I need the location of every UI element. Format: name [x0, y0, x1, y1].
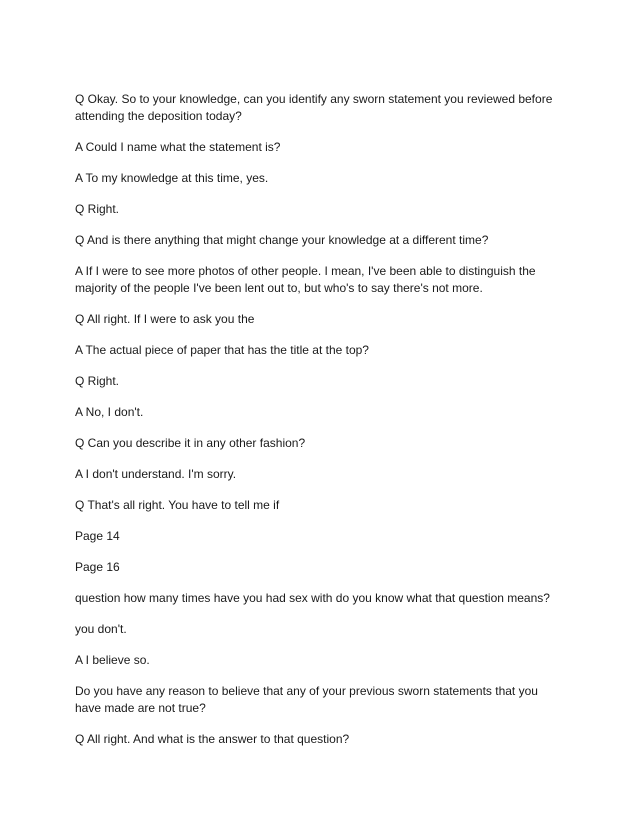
transcript-paragraph: A I believe so. — [75, 653, 150, 667]
transcript-paragraph: Q Can you describe it in any other fashion? — [75, 436, 306, 450]
transcript-paragraph: A No, I don't. — [75, 405, 144, 419]
transcript-paragraph: Do you have any reason to believe that any of your previous sworn statements that you have made are not true? — [75, 684, 538, 715]
transcript-paragraph: A If I were to see more photos of other people. I mean, I've been able to distinguish the majority of the people I've been lent out to, but who's to say there's not more. — [75, 264, 536, 295]
page-number: Page 14 — [75, 529, 120, 543]
transcript-paragraph: you don't. — [75, 622, 127, 636]
transcript-paragraph: question how many times have you had sex with do you know what that question means? — [75, 591, 550, 605]
transcript-paragraph: Q That's all right. You have to tell me if — [75, 498, 280, 512]
transcript-paragraph: Q Right. — [75, 374, 120, 388]
transcript-body — [75, 91, 565, 762]
transcript-paragraph: Q And is there anything that might change your knowledge at a different time? — [75, 233, 489, 247]
transcript-paragraph: Q All right. If I were to ask you the — [75, 312, 255, 326]
transcript-paragraph: A To my knowledge at this time, yes. — [75, 171, 269, 185]
transcript-paragraph: Q All right. And what is the answer to that question? — [75, 732, 350, 746]
transcript-paragraph: Q Right. — [75, 202, 120, 216]
transcript-paragraph: Q Okay. So to your knowledge, can you identify any sworn statement you reviewed before attending the deposition today? — [75, 92, 553, 123]
transcript-paragraph: A The actual piece of paper that has the title at the top? — [75, 343, 369, 357]
transcript-paragraph: A Could I name what the statement is? — [75, 140, 281, 154]
transcript-paragraph: A I don't understand. I'm sorry. — [75, 467, 237, 481]
page-number: Page 16 — [75, 560, 120, 574]
